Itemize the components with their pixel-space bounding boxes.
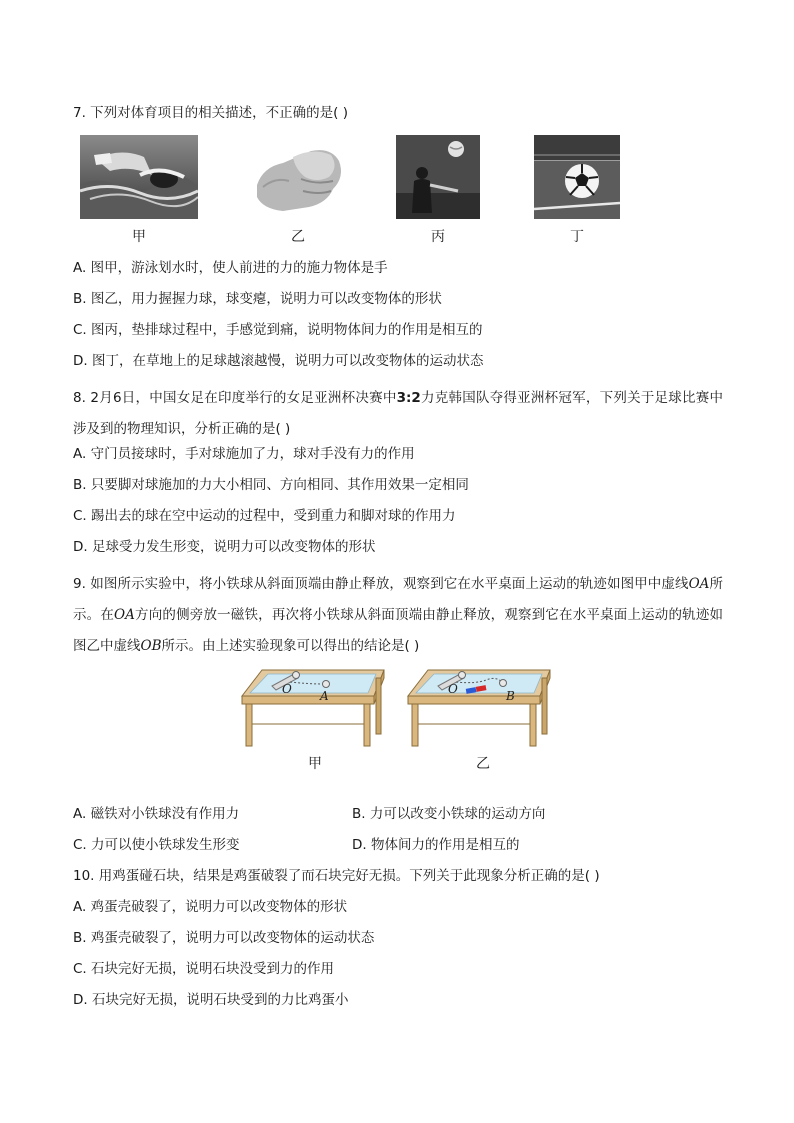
q10-option-b: B. 鸡蛋壳破裂了，说明力可以改变物体的运动状态 <box>73 930 375 946</box>
table-figure-yi <box>404 666 554 748</box>
q9-option-b: B. 力可以改变小铁球的运动方向 <box>352 806 546 822</box>
q9-var-ob: OB <box>140 638 162 654</box>
q8-option-b: B. 只要脚对球施加的力大小相同、方向相同、其作用效果一定相同 <box>73 477 469 493</box>
q8-stem-post: 力克韩国队夺得亚洲杯冠军，下列关于足球比赛中涉及到的物理知识，分析正确的是( ) <box>73 390 724 437</box>
caption-yi: 乙 <box>291 229 305 245</box>
swimmer-photo <box>80 135 198 219</box>
fig-caption-yi: 乙 <box>476 756 490 772</box>
q8-stem <box>73 383 723 445</box>
q7-option-c: C. 图丙，垫排球过程中，手感觉到痛，说明物体间力的作用是相互的 <box>73 322 483 338</box>
q8-option-a: A. 守门员接球时，手对球施加了力，球对手没有力的作用 <box>73 446 415 462</box>
label-a: A <box>320 689 329 703</box>
caption-ding: 丁 <box>570 229 584 245</box>
caption-jia: 甲 <box>132 229 146 245</box>
grip-ball-photo <box>253 137 345 219</box>
q8-option-d: D. 足球受力发生形变，说明力可以改变物体的形状 <box>73 539 376 555</box>
q7-option-d: D. 图丁，在草地上的足球越滚越慢，说明力可以改变物体的运动状态 <box>73 353 484 369</box>
q9-stem-b: 所示。在 <box>73 576 724 623</box>
q9-stem-c: 方向的侧旁放一磁铁，再次将小铁球从斜面顶端由静止释放，观察到它在水平桌面上运动的轨迹如图乙中虚线 <box>73 607 724 654</box>
q9-var-oa-2: OA <box>114 607 135 623</box>
q8-stem-pre: 8. 2月6日，中国女足在印度举行的女足亚洲杯决赛中 <box>73 390 397 406</box>
q9-option-c: C. 力可以使小铁球发生形变 <box>73 837 240 853</box>
q7-stem: 7. 下列对体育项目的相关描述，不正确的是( ) <box>73 105 348 121</box>
q9-stem <box>73 569 723 662</box>
q10-option-d: D. 石块完好无损，说明石块受到的力比鸡蛋小 <box>73 992 349 1008</box>
fig-caption-jia: 甲 <box>308 756 322 772</box>
table-figure-jia <box>238 666 388 748</box>
q10-stem: 10. 用鸡蛋碰石块，结果是鸡蛋破裂了而石块完好无损。下列关于此现象分析正确的是( ) <box>73 868 600 884</box>
q7-option-a: A. 图甲，游泳划水时，使人前进的力的施力物体是手 <box>73 260 388 276</box>
q7-option-b: B. 图乙，用力握握力球，球变瘪，说明力可以改变物体的形状 <box>73 291 442 307</box>
label-o-yi: O <box>448 682 458 696</box>
q8-score: 3:2 <box>396 390 421 406</box>
volleyball-photo <box>396 135 480 219</box>
q9-option-a: A. 磁铁对小铁球没有作用力 <box>73 806 240 822</box>
label-b: B <box>506 689 515 703</box>
soccer-ball-photo <box>534 135 620 219</box>
q9-stem-d: 所示。由上述实验现象可以得出的结论是( ) <box>161 638 420 654</box>
q9-stem-a: 9. 如图所示实验中，将小铁球从斜面顶端由静止释放，观察到它在水平桌面上运动的轨迹如图甲中虚线 <box>73 576 689 592</box>
caption-bing: 丙 <box>431 229 445 245</box>
q10-option-c: C. 石块完好无损，说明石块没受到力的作用 <box>73 961 335 977</box>
q10-option-a: A. 鸡蛋壳破裂了，说明力可以改变物体的形状 <box>73 899 348 915</box>
q9-var-oa: OA <box>688 576 710 592</box>
q9-option-d: D. 物体间力的作用是相互的 <box>352 837 520 853</box>
label-o-jia: O <box>282 682 292 696</box>
q8-option-c: C. 踢出去的球在空中运动的过程中，受到重力和脚对球的作用力 <box>73 508 456 524</box>
